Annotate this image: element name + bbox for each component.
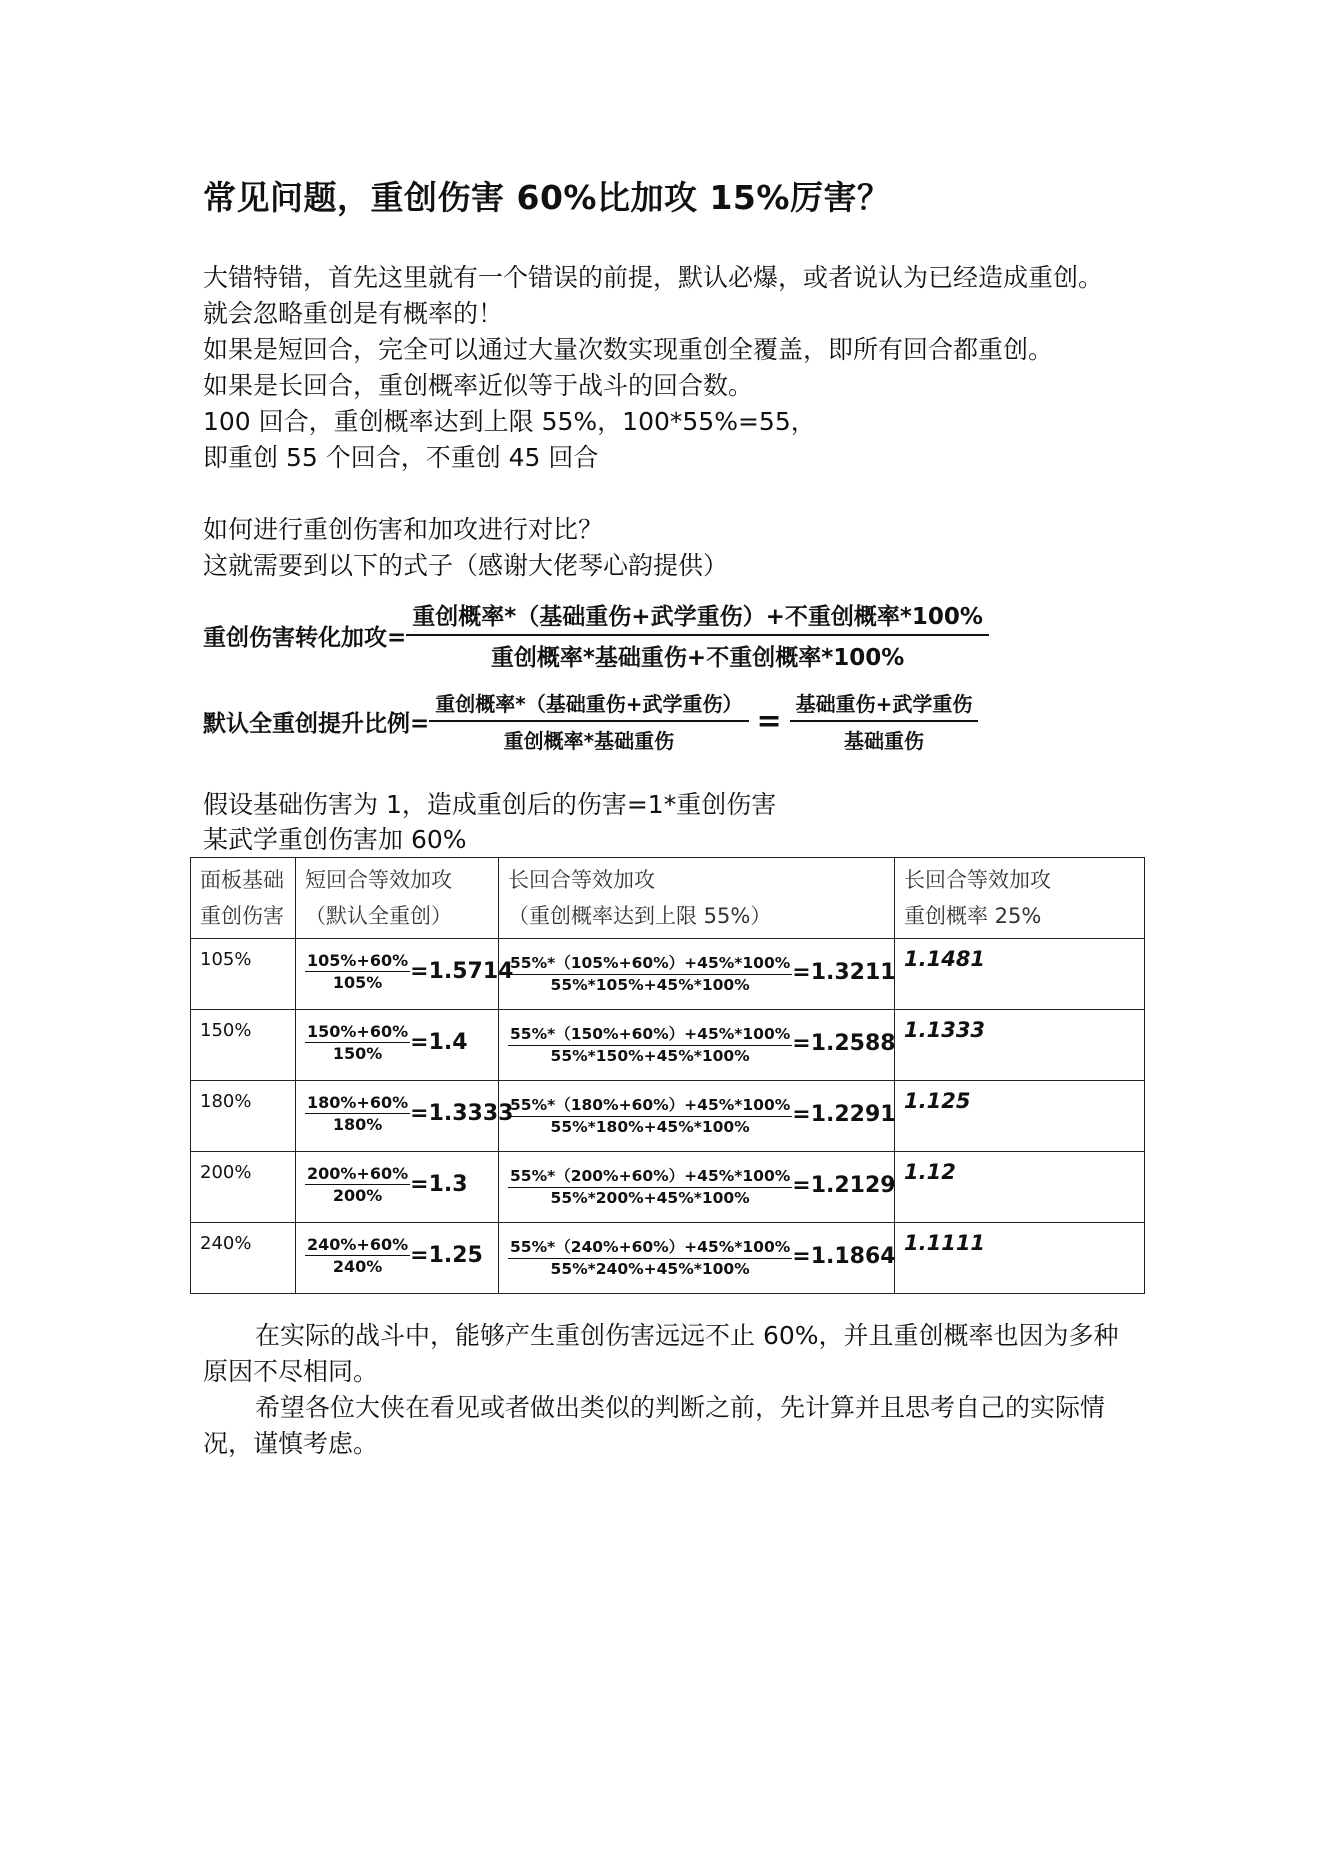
long-round-formula: $\frac{55\%*(105\%+60\%)+45\%*100\%}{55\%*105\%+45\%*100\%}$ =1.3211: [508, 951, 885, 994]
short-round-result: =1.5714: [410, 959, 514, 984]
formula-fraction: [429, 688, 748, 754]
spacer: [203, 476, 1163, 512]
formula-fraction: [406, 598, 989, 672]
row-label: 105%: [200, 949, 252, 970]
rate-25-result: 1.1333: [904, 1018, 986, 1042]
conclusion-paragraph: 在实际的战斗中，能够产生重创伤害远远不止 60%，并且重创概率也因为多种原因不尽相同。: [203, 1321, 1119, 1386]
header-long-round-25: 长回合等效加攻 重创概率 25%: [895, 858, 1145, 939]
short-round-formula: $\frac{150\%+60\%}{150\%}$ =1.4: [307, 1022, 468, 1063]
formula-full-crit-ratio: [203, 688, 978, 754]
assumption-line: 某武学重创伤害加 60%: [203, 825, 467, 854]
table-row: [191, 1152, 1145, 1223]
formula-numerator: 基础重伤+武学重伤: [790, 688, 979, 722]
short-round-formula: $\frac{105\%+60\%}{105\%}$ =1.5714: [307, 951, 514, 992]
intro-line: 如果是短回合，完全可以通过大量次数实现重创全覆盖，即所有回合都重创。: [203, 335, 1054, 364]
formula-numerator: 重创概率*（基础重伤+武学重伤）: [429, 688, 748, 722]
comparison-table: [190, 857, 1145, 1294]
table-row: [191, 1010, 1145, 1081]
intro-line: 大错特错，首先这里就有一个错误的前提，默认必爆，或者说认为已经造成重创。: [203, 263, 1104, 292]
intro-line: 就会忽略重创是有概率的！: [203, 299, 504, 328]
short-round-result: =1.25: [410, 1243, 483, 1268]
short-round-result: =1.3: [410, 1172, 468, 1197]
question-line: 这就需要到以下的式子（感谢大佬琴心韵提供）: [203, 551, 729, 580]
long-round-result: =1.2129: [792, 1173, 896, 1198]
short-round-result: =1.3333: [410, 1101, 514, 1126]
row-label: 200%: [200, 1162, 252, 1183]
long-round-result: =1.2291: [792, 1102, 896, 1127]
long-round-result: =1.1864: [792, 1244, 896, 1269]
table-header-row: [191, 858, 1145, 939]
conclusion-paragraph: 希望各位大侠在看见或者做出类似的判断之前，先计算并且思考自己的实际情况，谨慎考虑。: [203, 1393, 1106, 1458]
short-round-formula: $\frac{180\%+60\%}{180\%}$ =1.3333: [307, 1093, 514, 1134]
rate-25-result: 1.12: [904, 1160, 956, 1184]
formula-crit-to-attack: [203, 598, 989, 672]
assumption-line: 假设基础伤害为 1，造成重创后的伤害=1*重创伤害: [203, 790, 777, 819]
intro-section: [203, 260, 1163, 584]
question-line: 如何进行重创伤害和加攻进行对比？: [203, 515, 604, 544]
short-round-formula: $\frac{240\%+60\%}{240\%}$ =1.25: [307, 1235, 483, 1276]
table-row: [191, 1223, 1145, 1294]
intro-line: 即重创 55 个回合，不重创 45 回合: [203, 443, 599, 472]
rate-25-result: 1.1111: [904, 1231, 986, 1255]
intro-line: 如果是长回合，重创概率近似等于战斗的回合数。: [203, 371, 754, 400]
long-round-result: =1.3211: [792, 960, 896, 985]
long-round-formula: $\frac{55\%*(150\%+60\%)+45\%*100\%}{55\%*150\%+45\%*100\%}$ =1.2588: [508, 1022, 885, 1065]
row-label: 150%: [200, 1020, 252, 1041]
header-base-crit: 面板基础 重创伤害: [191, 858, 296, 939]
rate-25-result: 1.125: [904, 1089, 971, 1113]
intro-line: 100 回合，重创概率达到上限 55%，100*55%=55，: [203, 407, 816, 436]
long-round-formula: $\frac{55\%*(240\%+60\%)+45\%*100\%}{55\%*240\%+45\%*100\%}$ =1.1864: [508, 1235, 885, 1278]
table-row: [191, 939, 1145, 1010]
header-short-round: 短回合等效加攻 （默认全重创）: [296, 858, 499, 939]
equals-sign: =: [756, 703, 782, 739]
formula-denominator: 重创概率*基础重伤+不重创概率*100%: [490, 645, 905, 671]
formula-label: 重创伤害转化加攻=: [203, 624, 407, 651]
page-title: 常见问题，重创伤害 60%比加攻 15%厉害？: [203, 178, 891, 217]
long-round-formula: $\frac{55\%*(200\%+60\%)+45\%*100\%}{55\%*200\%+45\%*100\%}$ =1.2129: [508, 1164, 885, 1207]
conclusion-section: [203, 1318, 1143, 1462]
table-row: [191, 1081, 1145, 1152]
long-round-formula: $\frac{55\%*(180\%+60\%)+45\%*100\%}{55\%*180\%+45\%*100\%}$ =1.2291: [508, 1093, 885, 1136]
formula-denominator: 基础重伤: [844, 729, 925, 753]
row-label: 240%: [200, 1233, 252, 1254]
formula-denominator: 重创概率*基础重伤: [503, 729, 675, 753]
formula-numerator: 重创概率*（基础重伤+武学重伤）+不重创概率*100%: [406, 598, 989, 636]
rate-25-result: 1.1481: [904, 947, 986, 971]
long-round-result: =1.2588: [792, 1031, 896, 1056]
header-long-round-55: 长回合等效加攻 （重创概率达到上限 55%）: [499, 858, 895, 939]
row-label: 180%: [200, 1091, 252, 1112]
assumption-section: [203, 787, 776, 857]
formula-fraction: [790, 688, 979, 754]
short-round-result: =1.4: [410, 1030, 468, 1055]
short-round-formula: $\frac{200\%+60\%}{200\%}$ =1.3: [307, 1164, 468, 1205]
formula-label: 默认全重创提升比例=: [203, 710, 430, 737]
